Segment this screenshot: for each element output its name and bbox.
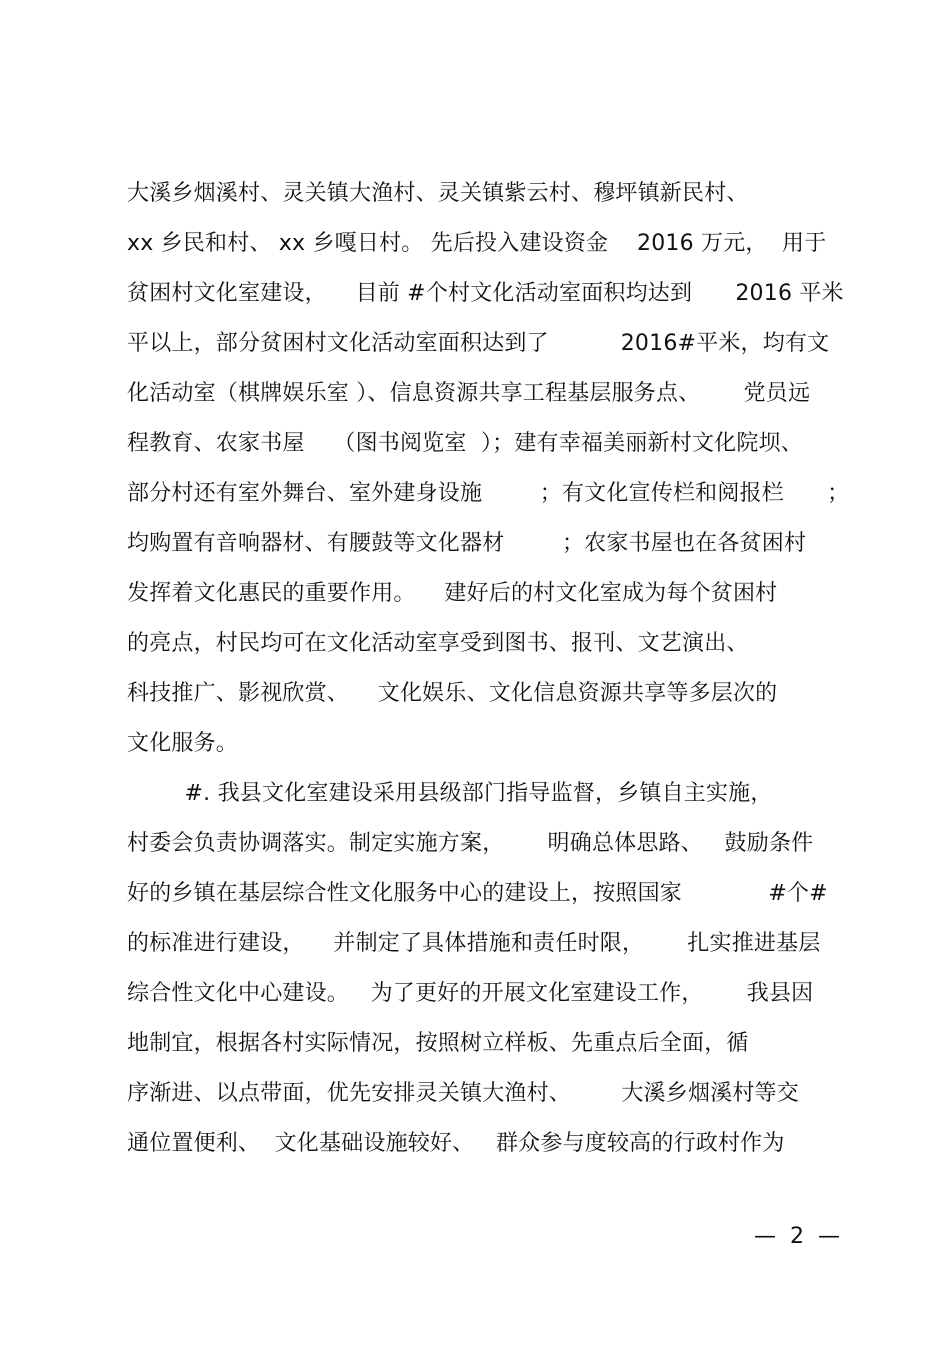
body-text-line: 平以上，部分贫困村文化活动室面积达到了 2016#平米，均有文	[127, 331, 830, 356]
body-text-line: xx 乡民和村、 xx 乡嘎日村。 先后投入建设资金 2016 万元， 用于	[127, 231, 827, 256]
body-text-line: 部分村还有室外舞台、室外建身设施 ；有文化宣传栏和阅报栏 ；	[127, 481, 850, 506]
body-text-line: 化活动室（棋牌娱乐室 ）、信息资源共享工程基层服务点、 党员远	[127, 381, 811, 406]
body-text-line: #. 我县文化室建设采用县级部门指导监督，乡镇自主实施，	[127, 781, 773, 806]
body-text-line: 的标准进行建设， 并制定了具体措施和责任时限， 扎实推进基层	[127, 931, 821, 956]
body-text-line: 均购置有音响器材、有腰鼓等文化器材 ；农家书屋也在各贫困村	[127, 531, 807, 556]
body-text-line: 科技推广、影视欣赏、 文化娱乐、文化信息资源共享等多层次的	[127, 681, 778, 706]
page-number: — 2 —	[754, 1224, 840, 1249]
body-text-line: 程教育、农家书屋 （图书阅览室 ）；建有幸福美丽新村文化院坝、	[127, 431, 803, 456]
body-text-line: 的亮点，村民均可在文化活动室享受到图书、报刊、文艺演出、	[127, 631, 749, 656]
body-text-line: 发挥着文化惠民的重要作用。 建好后的村文化室成为每个贫困村	[127, 581, 778, 606]
body-text-line: 地制宜，根据各村实际情况，按照树立样板、先重点后全面，循	[127, 1031, 749, 1056]
body-text-line: 好的乡镇在基层综合性文化服务中心的建设上，按照国家 #个#	[127, 881, 828, 906]
body-text-line: 序渐进、以点带面，优先安排灵关镇大渔村、 大溪乡烟溪村等交	[127, 1081, 799, 1106]
body-text-line: 通位置便利、 文化基础设施较好、 群众参与度较高的行政村作为	[127, 1131, 785, 1156]
body-text-line: 文化服务。	[127, 731, 239, 756]
body-text-line: 大溪乡烟溪村、灵关镇大渔村、灵关镇紫云村、穆坪镇新民村、	[127, 181, 749, 206]
body-text-line: 综合性文化中心建设。 为了更好的开展文化室建设工作， 我县因	[127, 981, 814, 1006]
body-text-line: 村委会负责协调落实。制定实施方案， 明确总体思路、 鼓励条件	[127, 831, 814, 856]
body-text-line: 贫困村文化室建设， 目前 #个村文化活动室面积均达到 2016 平米	[127, 281, 844, 306]
